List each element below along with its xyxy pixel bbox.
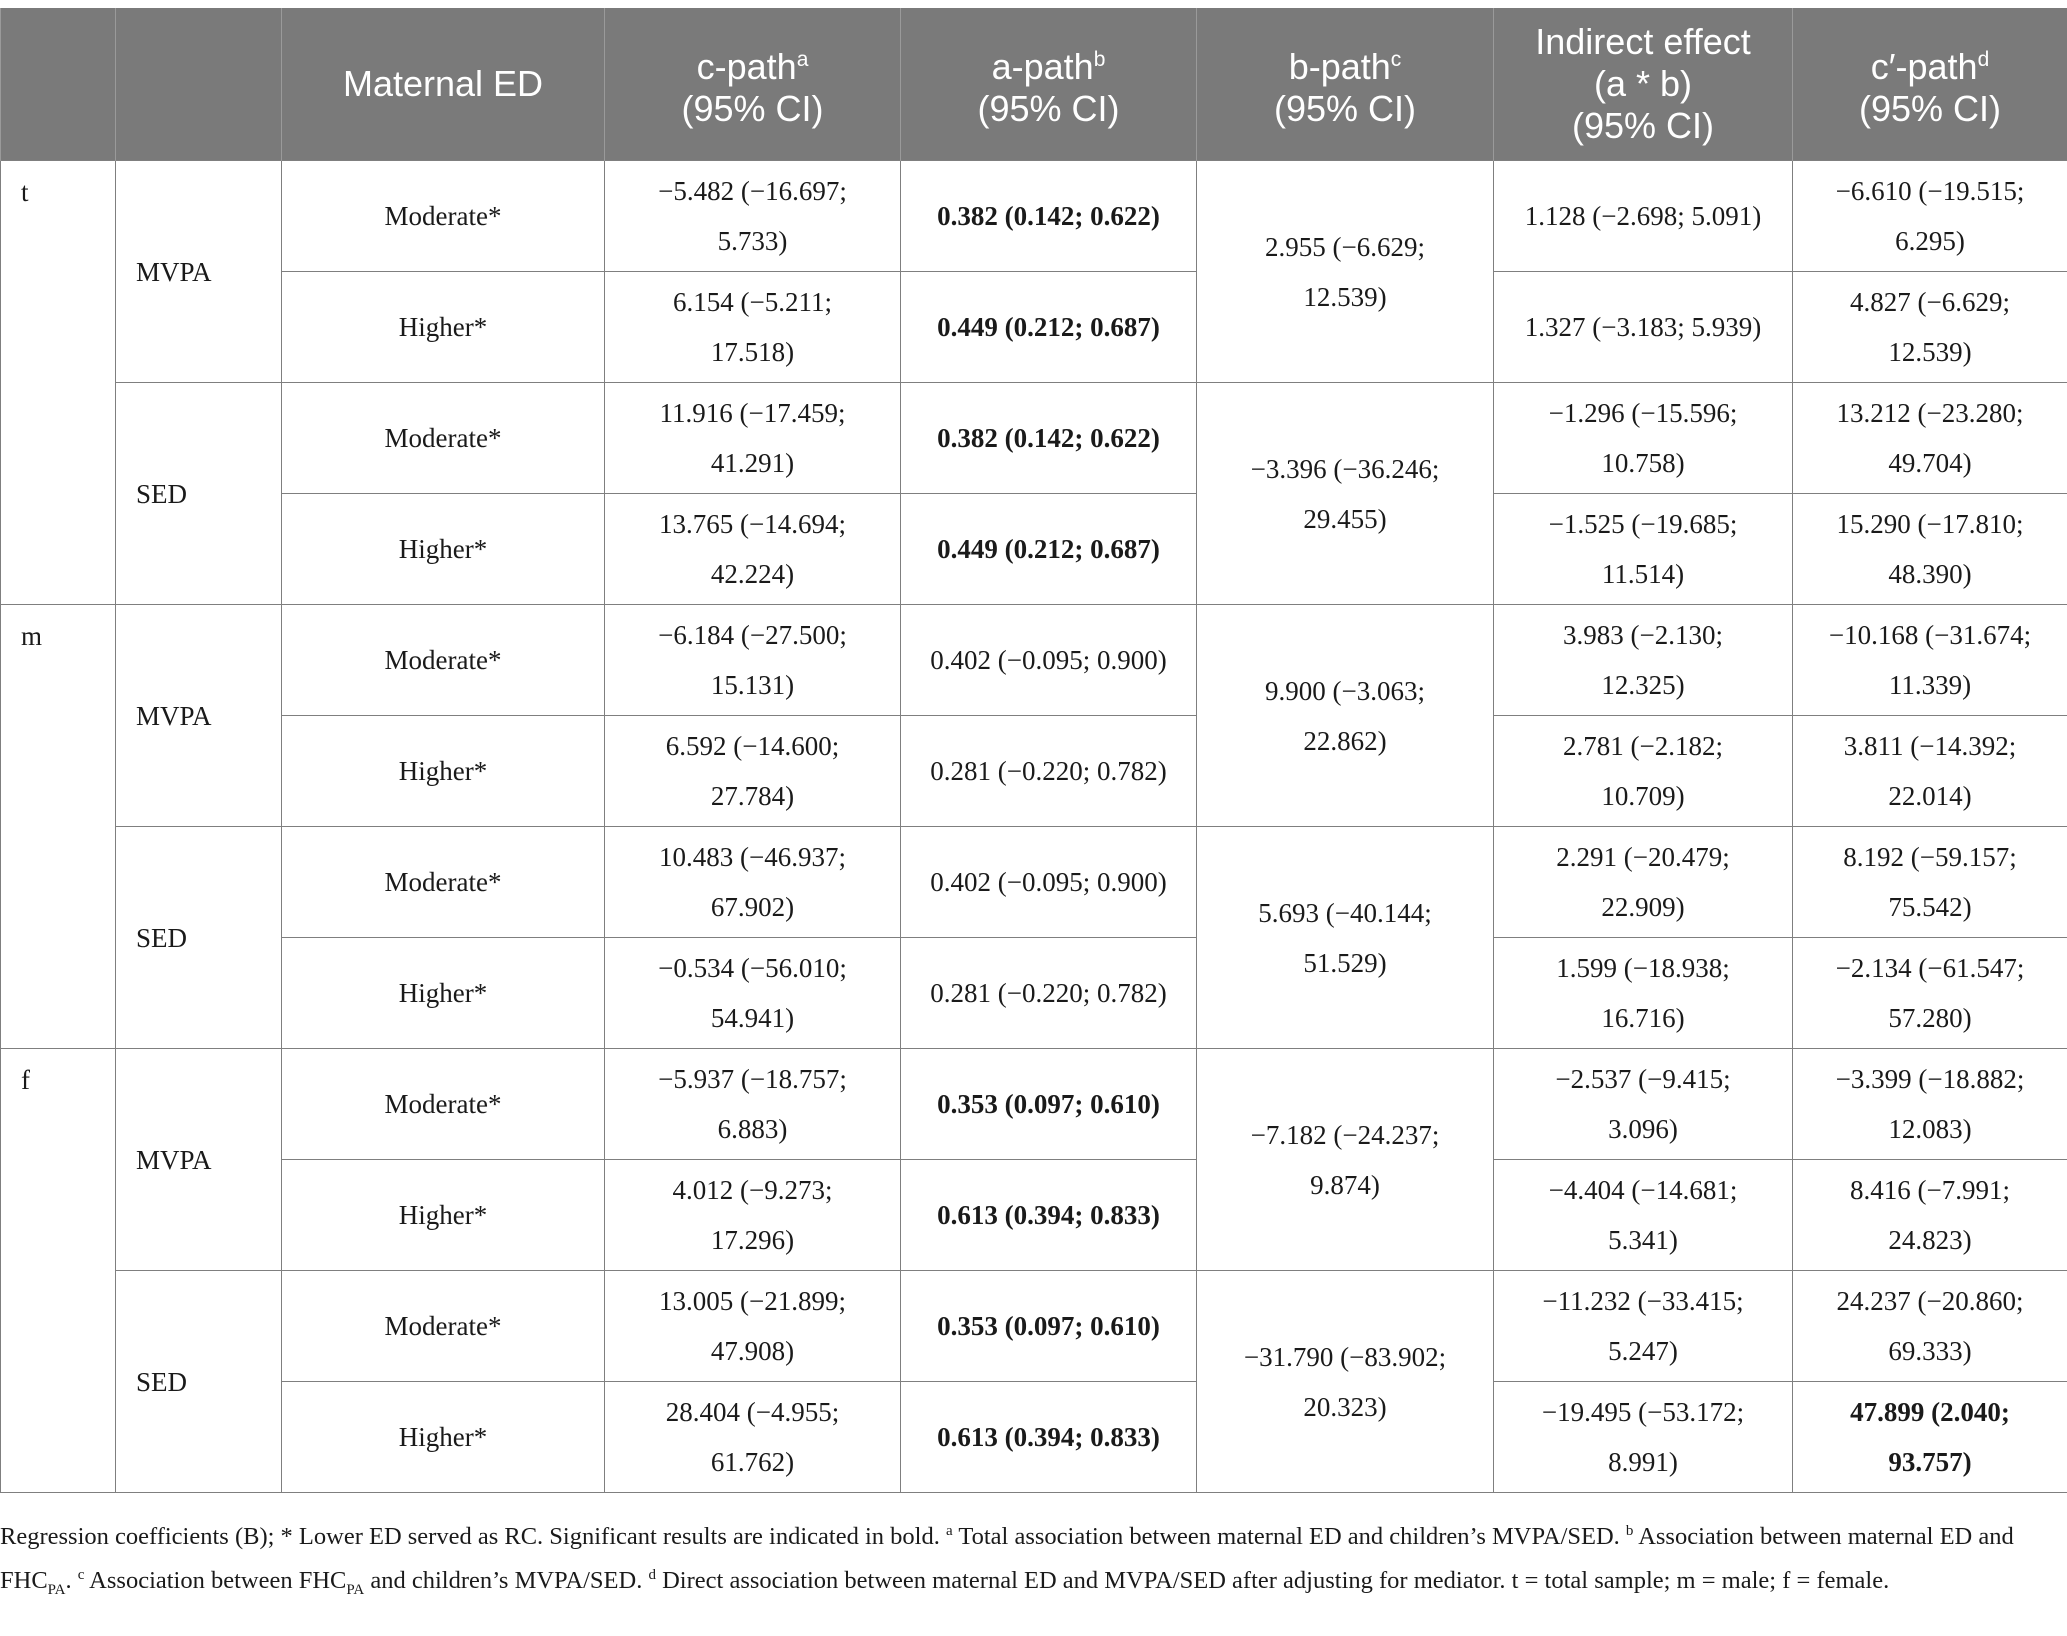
table-row: [1, 1049, 2067, 1160]
cell-line: −31.790 (−83.902;: [1243, 1341, 1447, 1372]
maternal-ed-cell: Higher*: [282, 716, 605, 827]
cell-line: 3.811 (−14.392;: [1843, 731, 2017, 761]
table-row: [1, 272, 2067, 383]
cell-line: 5.341): [1608, 1225, 1678, 1255]
indirect-effect-cell: [1494, 494, 1793, 605]
header-c-path: [605, 8, 901, 161]
indirect-effect-cell: [1494, 383, 1793, 494]
header-a-path-ci: (95% CI): [977, 87, 1120, 129]
footnote-text: Regression coefficients (B); * Lower ED served as RC. Significant results are indicated in bold.: [0, 1523, 946, 1551]
cell-line: 2.781 (−2.182;: [1563, 731, 1723, 761]
c-prime-path-cell: [1793, 827, 2067, 938]
header-cprime-ci: (95% CI): [1858, 87, 2002, 129]
cell-line: 10.709): [1601, 781, 1685, 811]
table-row: [1, 716, 2067, 827]
c-prime-path-cell: [1793, 1271, 2067, 1382]
results-table: [0, 8, 2067, 1493]
c-path-cell: [605, 605, 901, 716]
maternal-ed-cell: Higher*: [282, 272, 605, 383]
header-maternal-ed: Maternal ED: [282, 8, 605, 161]
cell-line: 13.005 (−21.899;: [659, 1286, 846, 1316]
indirect-effect-cell: [1494, 1382, 1793, 1493]
c-prime-path-cell: [1793, 161, 2067, 272]
cell-line: −5.482 (−16.697;: [658, 176, 847, 206]
maternal-ed-cell: Moderate*: [282, 605, 605, 716]
header-group: [1, 8, 116, 161]
footnote-text: Association between FHC: [84, 1567, 347, 1595]
header-b-path-ci: (95% CI): [1273, 87, 1417, 129]
cell-line: −1.296 (−15.596;: [1548, 398, 1738, 428]
a-path-cell: 0.281 (−0.220; 0.782): [901, 716, 1197, 827]
c-prime-path-cell: [1793, 272, 2067, 383]
indirect-effect-cell: [1494, 938, 1793, 1049]
cell-line: 1.327 (−3.183; 5.939): [1524, 312, 1762, 342]
cell-line: 29.455): [1303, 503, 1387, 534]
outcome-label: MVPA: [116, 161, 282, 383]
cell-line: 24.237 (−20.860;: [1836, 1286, 2024, 1316]
b-path-cell: [1197, 1049, 1494, 1271]
header-cprime-sup: d: [1977, 47, 1990, 71]
c-prime-path-cell: [1793, 1049, 2067, 1160]
cell-line: 1.128 (−2.698; 5.091): [1524, 201, 1762, 231]
cell-line: 2.291 (−20.479;: [1556, 842, 1730, 872]
header-indirect-line2: (a * b): [1593, 63, 1693, 104]
cell-line: −10.168 (−31.674;: [1828, 620, 2032, 650]
cell-line: 11.916 (−17.459;: [659, 398, 846, 428]
b-path-cell: [1197, 1271, 1494, 1493]
header-cprime-path: [1793, 8, 2067, 161]
indirect-effect-cell: [1494, 716, 1793, 827]
c-path-cell: [605, 494, 901, 605]
indirect-effect-cell: [1494, 605, 1793, 716]
header-a-path-sup: b: [1093, 47, 1106, 71]
cell-line: 12.325): [1601, 670, 1685, 700]
footnote-sub-pa: PA: [346, 1582, 365, 1599]
a-path-cell: 0.382 (0.142; 0.622): [901, 161, 1197, 272]
c-prime-path-cell: [1793, 938, 2067, 1049]
c-prime-path-cell: [1793, 494, 2067, 605]
table-row: [1, 827, 2067, 938]
indirect-effect-cell: [1494, 272, 1793, 383]
table-footnote: [0, 1512, 2060, 1610]
c-path-cell: [605, 383, 901, 494]
footnote-text: Direct association between maternal ED and MVPA/SED after adjusting for mediator. t = total sample; m = male; f = female.: [655, 1567, 1890, 1595]
cell-line: 22.909): [1601, 892, 1685, 922]
cell-line: 4.827 (−6.629;: [1850, 287, 2010, 317]
a-path-cell: 0.449 (0.212; 0.687): [901, 494, 1197, 605]
cell-line: 75.542): [1888, 892, 1972, 922]
maternal-ed-cell: Moderate*: [282, 827, 605, 938]
cell-line: 61.762): [710, 1447, 795, 1477]
footnote-text: Association between maternal ED and FHC: [0, 1523, 2014, 1595]
cell-line: 16.716): [1601, 1003, 1685, 1033]
header-b-path-sup: c: [1390, 47, 1402, 71]
cell-line: 5.733): [717, 226, 788, 256]
cell-line: 11.514): [1601, 559, 1685, 589]
header-outcome: [116, 8, 282, 161]
maternal-ed-cell: Moderate*: [282, 383, 605, 494]
cell-line: 9.874): [1310, 1169, 1380, 1200]
indirect-effect-cell: [1494, 1271, 1793, 1382]
cell-line: −3.396 (−36.246;: [1250, 453, 1440, 484]
header-a-path: [901, 8, 1197, 161]
a-path-cell: 0.402 (−0.095; 0.900): [901, 827, 1197, 938]
cell-line: 11.339): [1888, 670, 1972, 700]
c-path-cell: [605, 938, 901, 1049]
cell-line: 17.518): [710, 337, 795, 367]
table-row: [1, 1382, 2067, 1493]
maternal-ed-cell: Higher*: [282, 938, 605, 1049]
cell-line: 6.883): [717, 1114, 788, 1144]
cell-line: 6.295): [1895, 226, 1965, 256]
cell-line: 6.154 (−5.211;: [673, 287, 832, 317]
cell-line: −4.404 (−14.681;: [1548, 1175, 1738, 1205]
outcome-label: SED: [116, 383, 282, 605]
cell-line: 47.899 (2.040;: [1850, 1397, 2010, 1427]
cell-line: 15.131): [710, 670, 795, 700]
footnote-text: Total association between maternal ED and children’s MVPA/SED.: [952, 1523, 1626, 1551]
table-row: [1, 1271, 2067, 1382]
header-c-path-label: c-path: [696, 45, 797, 87]
cell-line: 15.290 (−17.810;: [1836, 509, 2024, 539]
cell-line: 10.483 (−46.937;: [659, 842, 846, 872]
cell-line: 20.323): [1303, 1391, 1387, 1422]
cell-line: 57.280): [1888, 1003, 1972, 1033]
c-prime-path-cell: [1793, 716, 2067, 827]
a-path-cell: 0.449 (0.212; 0.687): [901, 272, 1197, 383]
cell-line: −7.182 (−24.237;: [1250, 1119, 1440, 1150]
header-b-path-label: b-path: [1288, 45, 1391, 87]
c-path-cell: [605, 161, 901, 272]
cell-line: −5.937 (−18.757;: [658, 1064, 847, 1094]
c-path-cell: [605, 1049, 901, 1160]
outcome-label: MVPA: [116, 1049, 282, 1271]
cell-line: 48.390): [1888, 559, 1972, 589]
cell-line: 1.599 (−18.938;: [1556, 953, 1730, 983]
c-path-cell: [605, 716, 901, 827]
b-path-cell: [1197, 827, 1494, 1049]
cell-line: 5.693 (−40.144;: [1258, 897, 1432, 928]
header-indirect: [1494, 8, 1793, 161]
cell-line: −6.184 (−27.500;: [658, 620, 847, 650]
c-prime-path-cell: [1793, 1160, 2067, 1271]
footnote-sub-pa: PA: [47, 1582, 66, 1599]
c-prime-path-cell: [1793, 605, 2067, 716]
cell-line: 10.758): [1601, 448, 1685, 478]
outcome-label: SED: [116, 1271, 282, 1493]
maternal-ed-cell: Higher*: [282, 1160, 605, 1271]
header-a-path-label: a-path: [991, 45, 1094, 87]
group-label: t: [1, 161, 116, 605]
cell-line: 5.247): [1608, 1336, 1678, 1366]
c-path-cell: [605, 1382, 901, 1493]
maternal-ed-cell: Moderate*: [282, 161, 605, 272]
header-row: [1, 8, 2067, 161]
footnote-sup-b: b: [1625, 1523, 1634, 1539]
table-row: [1, 383, 2067, 494]
header-indirect-line1: Indirect effect: [1535, 21, 1751, 62]
footnote-sup-a: a: [945, 1523, 953, 1539]
a-path-cell: 0.353 (0.097; 0.610): [901, 1049, 1197, 1160]
c-prime-path-cell: [1793, 1382, 2067, 1493]
footnote-text: and children’s MVPA/SED.: [364, 1567, 649, 1595]
cell-line: 47.908): [710, 1336, 795, 1366]
b-path-cell: [1197, 605, 1494, 827]
indirect-effect-cell: [1494, 1160, 1793, 1271]
cell-line: 6.592 (−14.600;: [665, 731, 840, 761]
header-cprime-label: c′-path: [1870, 45, 1978, 87]
c-path-cell: [605, 1271, 901, 1382]
table-body: [1, 161, 2067, 1493]
cell-line: 2.955 (−6.629;: [1265, 231, 1425, 262]
cell-line: 9.900 (−3.063;: [1265, 675, 1425, 706]
cell-line: −11.232 (−33.415;: [1542, 1286, 1744, 1316]
cell-line: −0.534 (−56.010;: [658, 953, 847, 983]
b-path-cell: [1197, 161, 1494, 383]
indirect-effect-cell: [1494, 161, 1793, 272]
cell-line: 54.941): [710, 1003, 795, 1033]
header-b-path: [1197, 8, 1494, 161]
c-path-cell: [605, 272, 901, 383]
cell-line: 69.333): [1888, 1336, 1972, 1366]
a-path-cell: 0.402 (−0.095; 0.900): [901, 605, 1197, 716]
cell-line: 41.291): [710, 448, 795, 478]
table-row: [1, 1160, 2067, 1271]
maternal-ed-cell: Moderate*: [282, 1271, 605, 1382]
cell-line: 8.192 (−59.157;: [1843, 842, 2017, 872]
a-path-cell: 0.281 (−0.220; 0.782): [901, 938, 1197, 1049]
group-label: m: [1, 605, 116, 1049]
header-indirect-ci: (95% CI): [1571, 105, 1715, 146]
cell-line: 8.991): [1608, 1447, 1678, 1477]
cell-line: −2.537 (−9.415;: [1555, 1064, 1731, 1094]
cell-line: 4.012 (−9.273;: [672, 1175, 833, 1205]
a-path-cell: 0.613 (0.394; 0.833): [901, 1382, 1197, 1493]
cell-line: 12.539): [1888, 337, 1972, 367]
b-path-cell: [1197, 383, 1494, 605]
c-path-cell: [605, 827, 901, 938]
outcome-label: SED: [116, 827, 282, 1049]
a-path-cell: 0.613 (0.394; 0.833): [901, 1160, 1197, 1271]
cell-line: 12.083): [1888, 1114, 1972, 1144]
table-row: [1, 938, 2067, 1049]
indirect-effect-cell: [1494, 1049, 1793, 1160]
cell-line: −2.134 (−61.547;: [1835, 953, 2025, 983]
cell-line: 12.539): [1303, 281, 1387, 312]
indirect-effect-cell: [1494, 827, 1793, 938]
cell-line: 8.416 (−7.991;: [1850, 1175, 2010, 1205]
cell-line: 28.404 (−4.955;: [665, 1397, 840, 1427]
maternal-ed-cell: Higher*: [282, 494, 605, 605]
cell-line: 3.096): [1608, 1114, 1678, 1144]
cell-line: 3.983 (−2.130;: [1563, 620, 1723, 650]
header-c-path-ci: (95% CI): [681, 87, 824, 129]
maternal-ed-cell: Higher*: [282, 1382, 605, 1493]
cell-line: 24.823): [1888, 1225, 1972, 1255]
maternal-ed-cell: Moderate*: [282, 1049, 605, 1160]
cell-line: 49.704): [1888, 448, 1972, 478]
cell-line: −1.525 (−19.685;: [1548, 509, 1738, 539]
footnote-text: .: [65, 1567, 78, 1595]
a-path-cell: 0.382 (0.142; 0.622): [901, 383, 1197, 494]
cell-line: 13.765 (−14.694;: [659, 509, 846, 539]
table-row: [1, 605, 2067, 716]
header-c-path-sup: a: [796, 47, 809, 71]
group-label: f: [1, 1049, 116, 1493]
cell-line: 51.529): [1303, 947, 1387, 978]
cell-line: 27.784): [710, 781, 795, 811]
cell-line: 42.224): [710, 559, 795, 589]
cell-line: −6.610 (−19.515;: [1835, 176, 2025, 206]
cell-line: −19.495 (−53.172;: [1541, 1397, 1745, 1427]
cell-line: 93.757): [1888, 1447, 1972, 1477]
footnote-sup-c: c: [77, 1567, 85, 1584]
c-prime-path-cell: [1793, 383, 2067, 494]
cell-line: 22.862): [1303, 725, 1387, 756]
cell-line: 13.212 (−23.280;: [1836, 398, 2024, 428]
table-row: [1, 161, 2067, 272]
table-row: [1, 494, 2067, 605]
cell-line: 22.014): [1888, 781, 1972, 811]
a-path-cell: 0.353 (0.097; 0.610): [901, 1271, 1197, 1382]
cell-line: 17.296): [710, 1225, 795, 1255]
table-header: [1, 8, 2067, 161]
outcome-label: MVPA: [116, 605, 282, 827]
c-path-cell: [605, 1160, 901, 1271]
cell-line: −3.399 (−18.882;: [1835, 1064, 2025, 1094]
footnote-sup-d: d: [648, 1567, 656, 1584]
cell-line: 67.902): [710, 892, 795, 922]
